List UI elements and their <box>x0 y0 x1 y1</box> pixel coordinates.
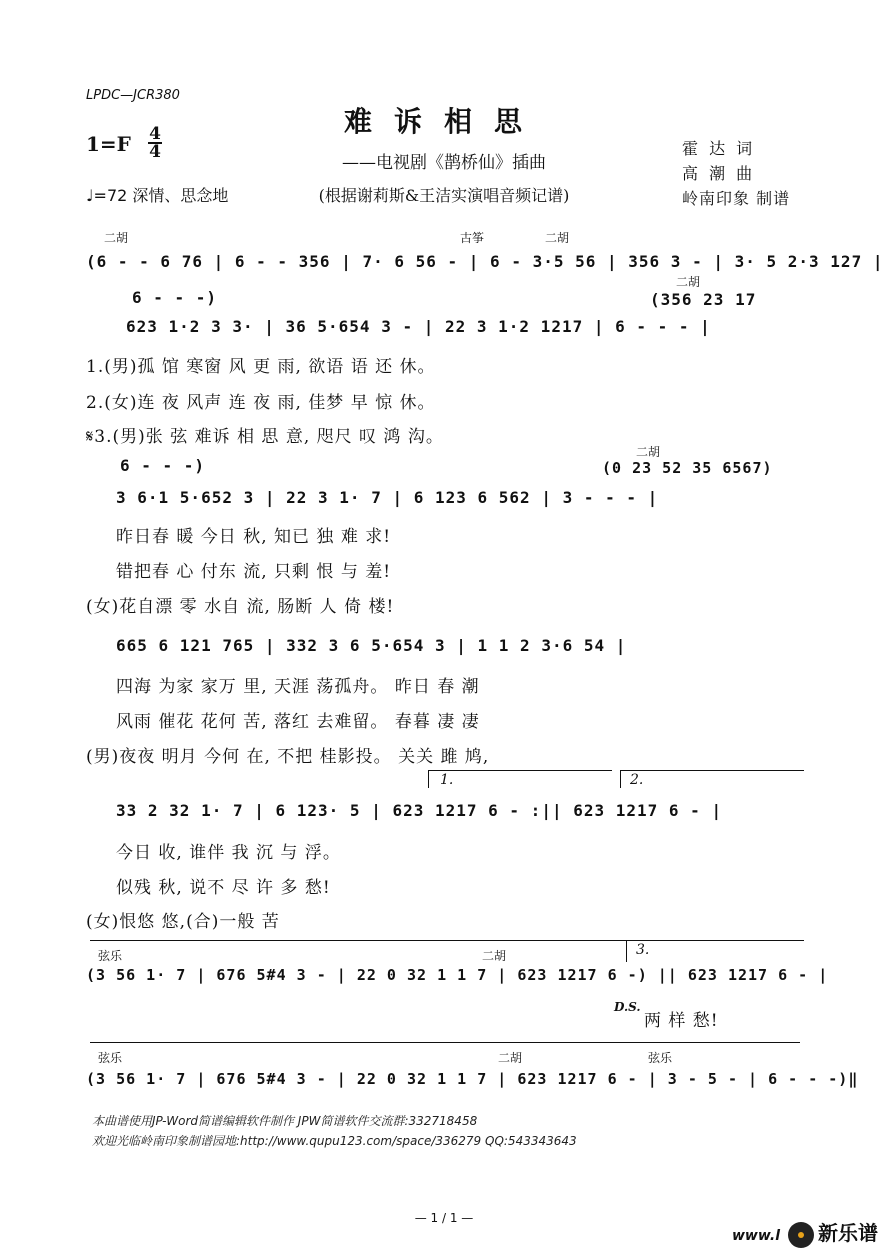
volta-bracket-2 <box>620 770 621 788</box>
score-code: LPDC—JCR380 <box>86 88 180 103</box>
staff-top-rule <box>90 940 804 941</box>
instrument-label-erhu: 二胡 <box>676 275 701 289</box>
notation-line: (3 56 1· 7 | 676 5#4 3 - | 22 0 32 1 1 7 | 623 1217 6 -) || 623 1217 6 - | <box>86 966 829 984</box>
credit-lyricist: 霍 达 词 <box>682 139 756 158</box>
notation-line: 623 1·2 3 3· | 36 5·654 3 - | 22 3 1·2 1217 | 6 - - - | <box>126 317 711 336</box>
instrument-label-erhu: 二胡 <box>545 231 570 245</box>
instrument-label-xianyue: 弦乐 <box>648 1051 673 1065</box>
lyrics-verse-2: 错把春 心 付东 流, 只剩 恨 与 羞! <box>116 562 392 582</box>
volta-1-label: 1. <box>440 772 454 788</box>
transcription-source: (根据谢莉斯&王洁实演唱音频记谱) <box>318 186 570 205</box>
song-subtitle: ——电视剧《鹊桥仙》插曲 <box>342 153 546 173</box>
instrument-label-xianyue: 弦乐 <box>98 1051 123 1065</box>
instrument-label-erhu: 二胡 <box>482 949 507 963</box>
notation-above: (0 23 52 35 6567) <box>602 459 773 477</box>
footer-website: 欢迎光临岭南印象制谱园地:http://www.qupu123.com/space/336279 QQ:543343643 <box>92 1134 577 1148</box>
notation-line: 665 6 121 765 | 332 3 6 5·654 3 | 1 1 2 3·6 54 | <box>116 636 627 655</box>
lyrics-verse-3: (女)恨悠 悠,(合)一般 苦 <box>86 912 280 932</box>
volta-bracket-1 <box>428 770 429 788</box>
key-signature: 1=F <box>86 132 131 156</box>
instrument-label-erhu: 二胡 <box>498 1051 523 1065</box>
credit-arranger: 岭南印象 制谱 <box>682 189 791 208</box>
lyrics-verse-1: 今日 收, 谁伴 我 沉 与 浮。 <box>116 843 341 863</box>
time-signature <box>148 126 162 160</box>
notation-line: 33 2 32 1· 7 | 6 123· 5 | 623 1217 6 - :|| 623 1217 6 - | <box>116 801 723 820</box>
lyrics-verse-3: (男)夜夜 明月 今何 在, 不把 桂影投。 关关 雎 鸠, <box>86 747 490 767</box>
logo-text: 新乐谱 <box>818 1221 878 1245</box>
lyrics-verse-1: 四海 为家 家万 里, 天涯 荡孤舟。 昨日 春 潮 <box>116 677 480 697</box>
notation-line: (6 - - 6 76 | 6 - - 356 | 7· 6 56 - | 6 - 3·5 56 | 356 3 - | 3· 5 2·3 127 | <box>86 252 884 271</box>
vinyl-disc-icon <box>788 1222 814 1248</box>
logo-url: www.l <box>731 1228 780 1244</box>
notation-above: (356 23 17 <box>650 290 757 309</box>
page-number: — 1 / 1 — <box>414 1211 474 1225</box>
lyrics-verse-1: 昨日春 暖 今日 秋, 知已 独 难 求! <box>116 527 392 547</box>
lyrics-verse-2: 2.(女)连 夜 风声 连 夜 雨, 佳梦 早 惊 休。 <box>86 393 436 413</box>
lyrics-verse-3: (女)花自漂 零 水自 流, 肠断 人 倚 楼! <box>86 597 395 617</box>
volta-bracket-2 <box>620 770 804 771</box>
tempo-marking: ♩=72 深情、思念地 <box>86 186 229 205</box>
volta-bracket-3 <box>626 940 627 962</box>
credit-composer: 高 潮 曲 <box>682 164 756 183</box>
instrument-label-xianyue: 弦乐 <box>98 949 123 963</box>
site-logo[interactable] <box>732 1217 878 1248</box>
staff-top-rule <box>90 1042 800 1043</box>
notation-line: (3 56 1· 7 | 676 5#4 3 - | 22 0 32 1 1 7 | 623 1217 6 - | 3 - 5 - | 6 - - -)‖ <box>86 1070 859 1088</box>
instrument-label-guzheng: 古筝 <box>460 231 485 245</box>
volta-bracket-1 <box>428 770 612 771</box>
volta-3-label: 3. <box>636 942 650 958</box>
time-bottom: 4 <box>149 142 161 162</box>
instrument-label-erhu: 二胡 <box>636 445 661 459</box>
lyrics-ending: 两 样 愁! <box>644 1011 719 1031</box>
song-title: 难诉相思 <box>343 105 544 138</box>
time-top: 4 <box>149 124 161 144</box>
lyrics-verse-1: 1.(男)孤 馆 寒窗 风 更 雨, 欲语 语 还 休。 <box>86 357 436 377</box>
notation-above: 6 - - -) <box>120 456 206 475</box>
dal-segno-mark: D.S. <box>614 1000 641 1014</box>
lyrics-verse-2: 似残 秋, 说不 尽 许 多 愁! <box>116 878 331 898</box>
footer-software-note: 本曲谱使用JP-Word简谱编辑软件制作 JPW简谱软件交流群:332718458 <box>92 1114 478 1128</box>
notation-above: 6 - - -) <box>132 288 218 307</box>
lyrics-verse-2: 风雨 催花 花何 苦, 落红 去难留。 春暮 凄 凄 <box>116 712 480 732</box>
instrument-label-erhu: 二胡 <box>104 231 129 245</box>
volta-2-label: 2. <box>630 772 644 788</box>
notation-line: 3 6·1 5·652 3 | 22 3 1· 7 | 6 123 6 562 | 3 - - - | <box>116 488 659 507</box>
lyrics-verse-3: 𝄋3.(男)张 弦 难诉 相 思 意, 咫尺 叹 鸿 沟。 <box>86 427 444 447</box>
